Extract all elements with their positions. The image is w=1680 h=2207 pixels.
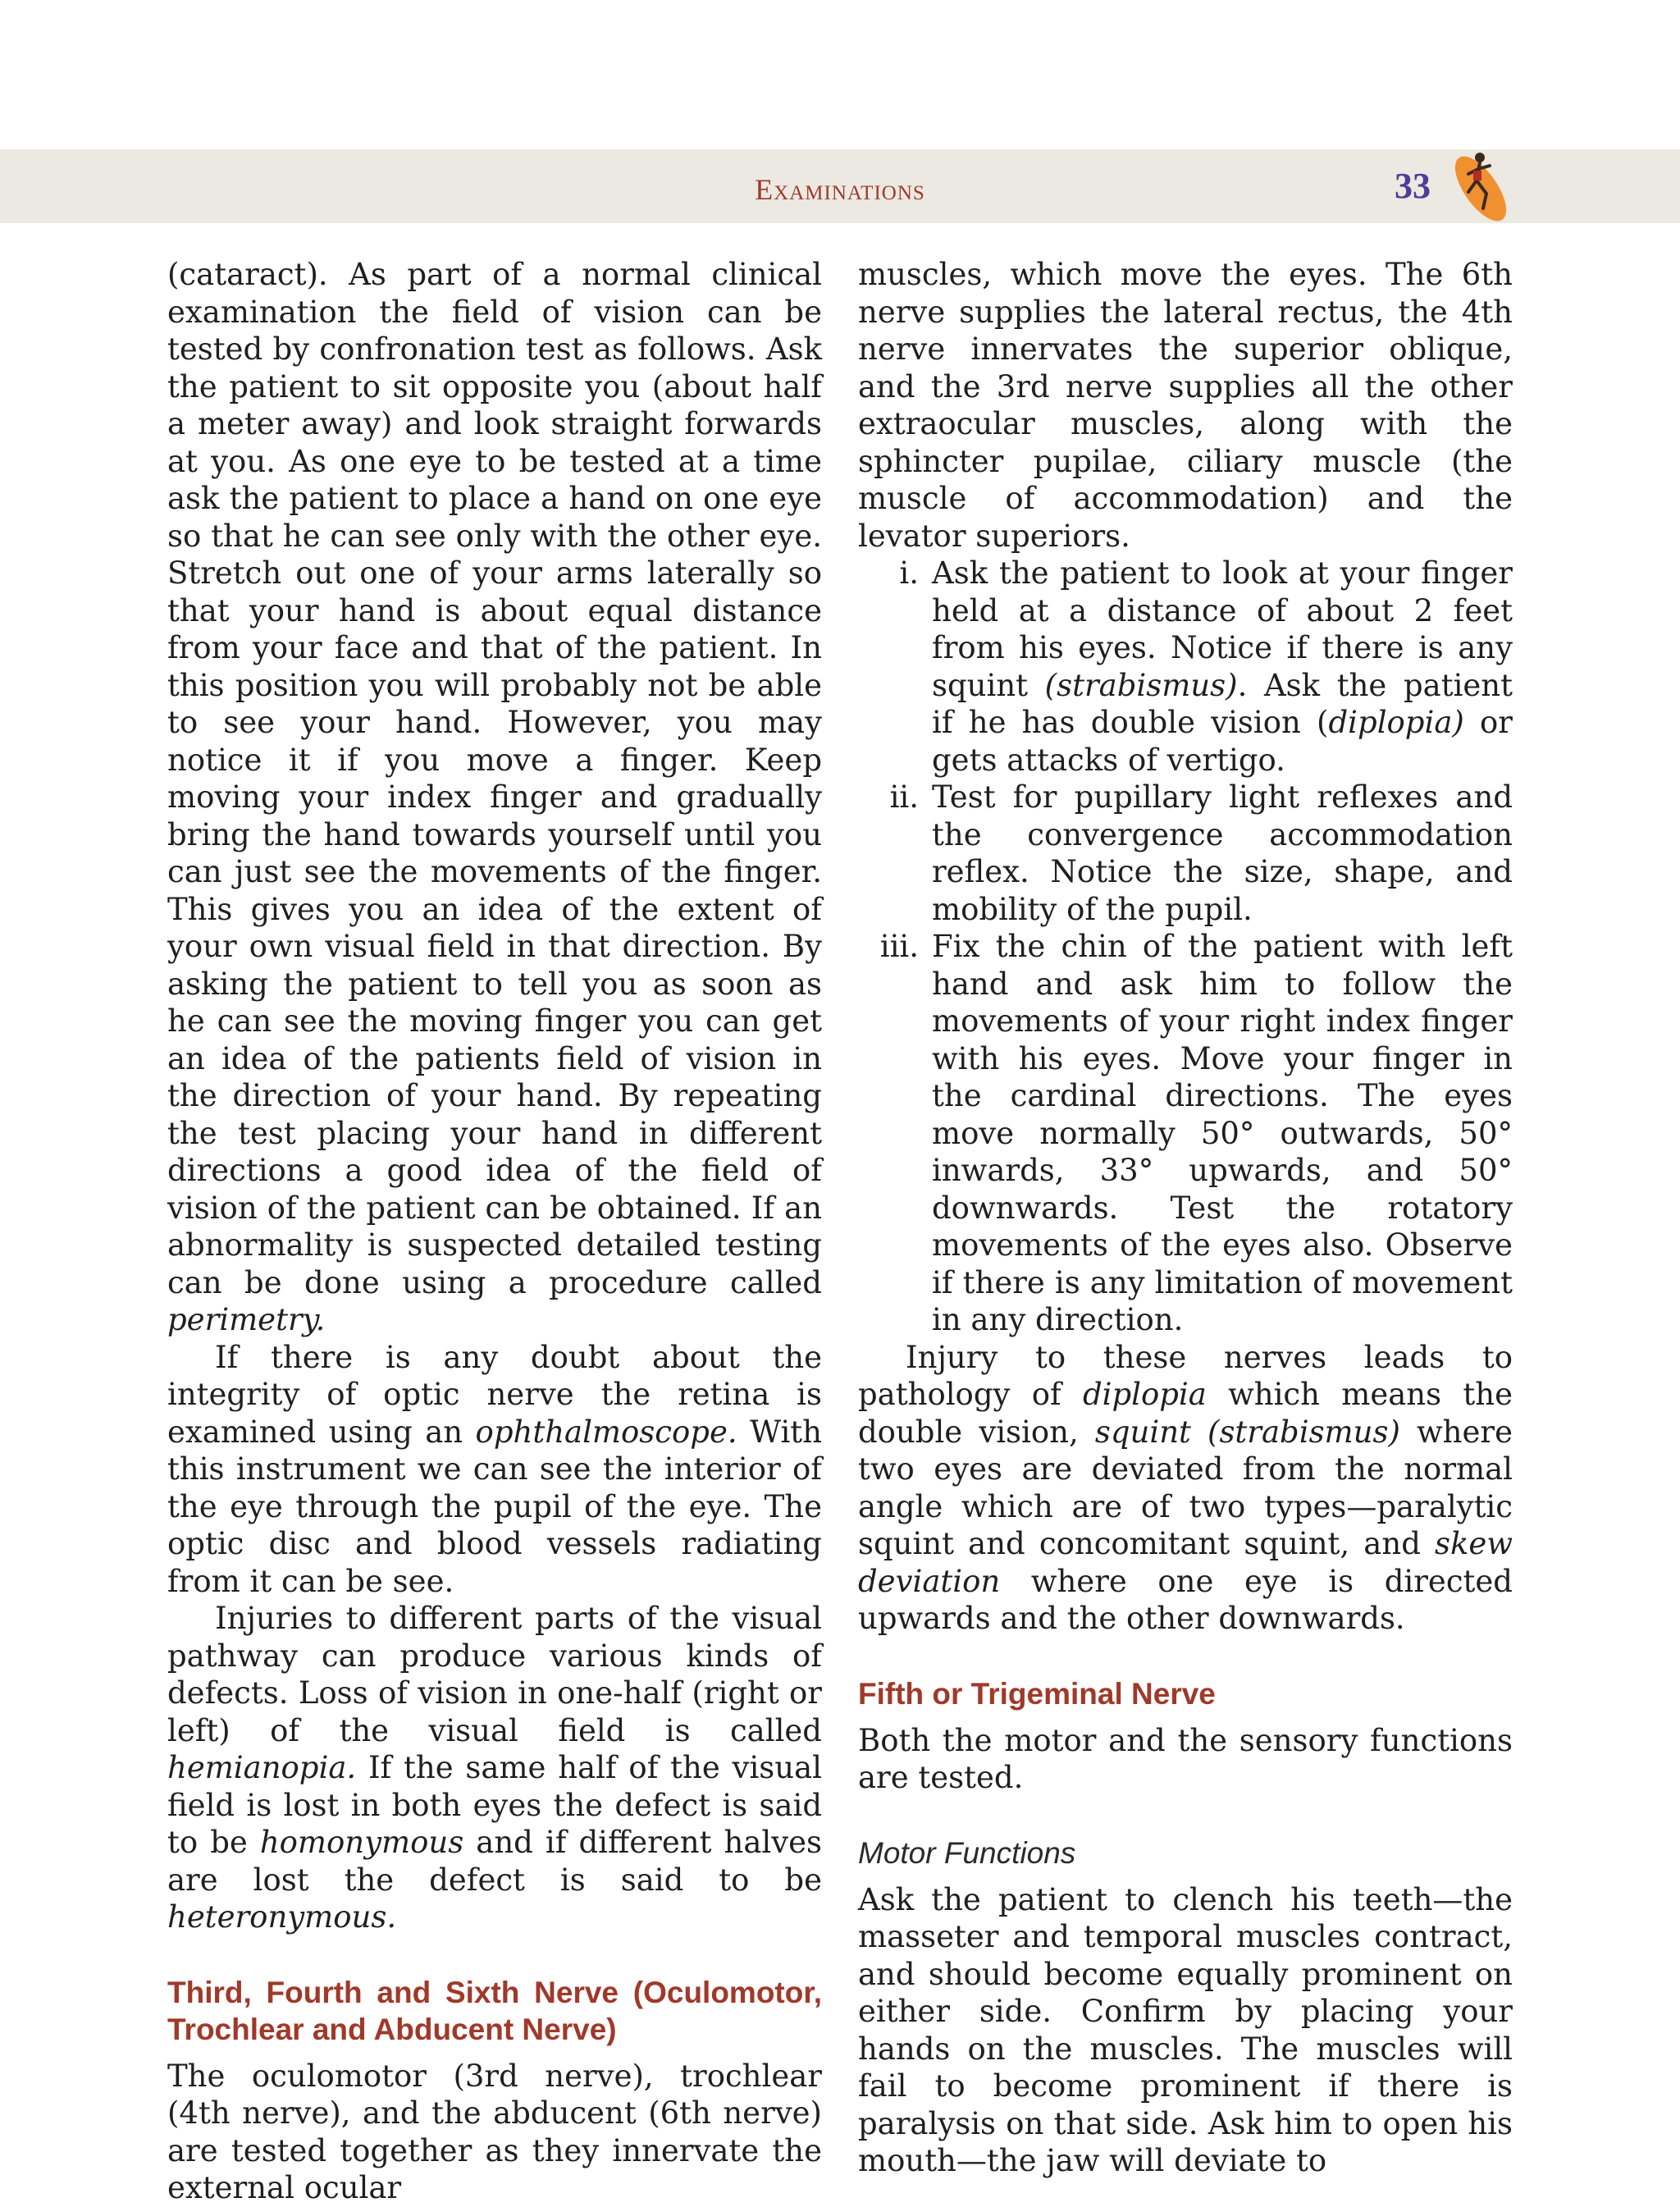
section-heading: Fifth or Trigeminal Nerve <box>858 1676 1216 1711</box>
paragraph: Both the motor and the sensory functions are tested. <box>858 1722 1513 1795</box>
running-head: Examinations <box>755 173 925 206</box>
paragraph: Injury to these nerves leads to pathology of diplopia which means the double vision, squint (strabismus) where two eyes are deviated from the normal angle which are of two types—paralytic squint and concomitant squint, and skew deviation where one eye is directed upwards and the other downwards. <box>858 1339 1513 1636</box>
left-column <box>167 256 822 2207</box>
list-item: iii. Fix the chin of the patient with left hand and ask him to follow the movements of your right index finger with his eyes. Move your finger in the cardinal directions. The eyes move normally 50° outwards, 50° inwards, 33° upwards, and 50° downwards. Test the rotatory movements of the eyes also. Observe if there is any limitation of movement in any direction. <box>879 929 1513 1337</box>
page-number: 33 <box>1395 166 1431 206</box>
paragraph: (cataract). As part of a normal clinical examination the field of vision can be tested by confronation test as follows. Ask the patient to sit opposite you (about half a meter away) and look straight forwards at you. As one eye to be tested at a time ask the patient to place a hand on one eye so that he can see only with the other eye. Stretch out one of your arms laterally so that your hand is about equal distance from your face and that of the patient. In this position you will probably not be able to see your hand. However, you may notice it if you move a finger. Keep moving your index finger and gradually bring the hand towards yourself until you can just see the movements of the finger. This gives you an idea of the extent of your own visual field in that direction. By asking the patient to tell you as soon as he can see the moving finger you can get an idea of the patients field of vision in the direction of your hand. By repeating the test placing your hand in different directions a good idea of the field of vision of the patient can be obtained. If an abnormality is suspected detailed testing can be done using a procedure called perimetry. <box>167 257 822 1337</box>
paragraph: If there is any doubt about the integrity of optic nerve the retina is examined using an ophthalmoscope. With this instrument we can see the interior of the eye through the pupil of the eye. The optic disc and blood vessels radiating from it can be see. <box>167 1339 822 1599</box>
subsection-heading: Motor Functions <box>858 1835 1076 1870</box>
list-item: i. Ask the patient to look at your finger held at a distance of about 2 feet from his eyes. Notice if there is any squint (strabismus). Ask the patient if he has double vision (diplopia) or gets attacks of vertigo. <box>899 555 1513 778</box>
paragraph: The oculomotor (3rd nerve), trochlear (4th nerve), and the abducent (6th nerve) are tested together as they innervate the external ocular <box>167 2058 822 2205</box>
section-heading: Third, Fourth and Sixth Nerve (Oculomotor, Trochlear and Abducent Nerve) <box>167 1975 822 2046</box>
paragraph: Injuries to different parts of the visual pathway can produce various kinds of defects. Loss of vision in one-half (right or left) of the visual field is called hemianopia. If the same half of the visual field is lost in both eyes the defect is said to be homonymous and if different halves are lost the defect is said to be heteronymous. <box>167 1601 823 1935</box>
right-column <box>858 256 1513 2180</box>
paragraph: Ask the patient to clench his teeth—the masseter and temporal muscles contract, and should become equally prominent on either side. Confirm by placing your hands on the muscles. The muscles will fail to become prominent if there is paralysis on that side. Ask him to open his mouth—the jaw will deviate to <box>858 1881 1513 2178</box>
list-item: ii. Test for pupillary light reflexes and the convergence accommodation reflex. Notice the size, shape, and mobility of the pupil. <box>889 779 1513 927</box>
runner-logo-icon <box>1444 146 1518 228</box>
numbered-list <box>858 555 1513 1339</box>
paragraph: muscles, which move the eyes. The 6th nerve supplies the lateral rectus, the 4th nerve innervates the superior oblique, and the 3rd nerve supplies all the other extraocular muscles, along with the sphincter pupilae, ciliary muscle (the muscle of accommodation) and the levator superiors. <box>858 257 1513 554</box>
